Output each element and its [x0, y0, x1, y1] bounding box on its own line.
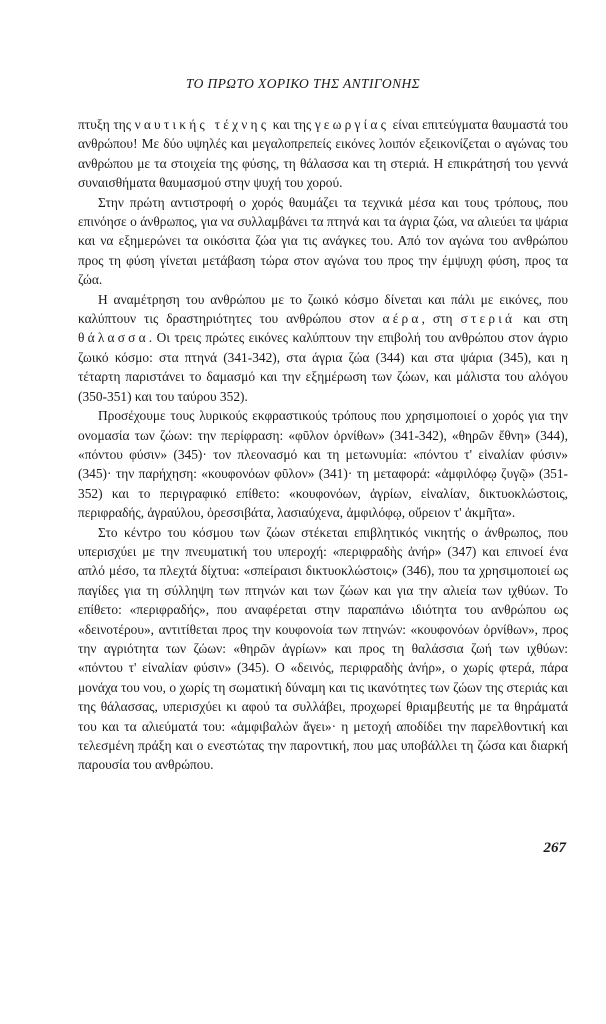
paragraph-4: Προσέχουμε τους λυρικούς εκφραστικούς τρόπους που χρησιμοποιεί ο χορός για την ονομασία των ζώων: την περίφραση: «φῦλον ὀρνίθων» (341-342), «θηρῶν ἔθνη» (344), «πόντου φύσιν» (345)· τον πλεονασμό και τη μετωνυμία: «πόντου τ' εἰναλίαν φύσιν» (345)· την παρήχηση: «κουφονόων φῦλον» (341)· τη μεταφορά: «ἀμφιλόφῳ ζυγῷ» (351-352) και το περιγραφικό επίθετο: «κουφονόων, ἀγρίων, εἰναλίαν, δικτυοκλώστοις, περιφραδής, ἀγραύλου, ὀρεσσιβάτα, λασιαύχενα, ἀμφιλόφῳ, οὔρειον τ' ἀκμῆτα». — [78, 408, 568, 521]
spaced-term: αέρα — [382, 311, 422, 327]
text-run: , στη — [421, 311, 461, 327]
text-run: . Οι τρεις πρώτες εικόνες καλύπτουν την επιβολή του ανθρώπου στον άγριο ζωικό κόσμο: στα πτηνά (341-342), στα άγρια ζώα (344) και στα ψάρια (345), και η τέταρτη παριστάνει το δαμασμό και την εξημέρωση των ζώων, και μάλιστα του αλόγου (350-351) και του ταύρου 352). — [78, 330, 568, 404]
text-run: είναι επιτεύγματα θαυμαστά του ανθρώπου! Με δύο υψηλές και μεγαλοπρεπείς εικόνες λοιπόν εξεικονίζεται ο αγώνας του ανθρώπου με τα στοιχεία της φύσης, τη θάλασσα και τη στεριά. Η επικράτησή του γεννά συναισθήματα θαυμασμού στην ψυχή του χορού. — [78, 117, 568, 191]
paragraph-1 — [78, 115, 568, 193]
spaced-term: γεωργίας — [314, 117, 390, 132]
page-number: 267 — [543, 840, 566, 856]
text-run: και της — [269, 117, 315, 132]
paragraph-3 — [78, 290, 568, 406]
running-head: ΤΟ ΠΡΩΤΟ ΧΟΡΙΚΟ ΤΗΣ ΑΝΤΙΓΟΝΗΣ — [185, 76, 421, 91]
paragraph-5: Στο κέντρο του κόσμου των ζώων στέκεται επιβλητικός νικητής ο άνθρωπος, που υπερισχύει με την πνευματική του υπεροχή: «περιφραδὴς ἀνήρ» (347) και επινοεί ένα απλό μέσο, τα πλεχτά δίχτυα: «σπείραισι δικτυοκλώστοις» (346), που τα χρησιμοποιεί ως παγίδες για τη σύλληψη των πτηνών και των ζώων και για την αλιεία των ιχθύων. Το επίθετο: «περιφραδής», που αναφέρεται στην παραπάνω ιδιότητα του ανθρώπου ως «δεινοτέρου», αντιτίθεται προς την κουφονοία των πτηνών: «κουφονόων ὀρνίθων», προς την αγριότητα των ζώων: «θηρῶν ἀγρίων» και προς τη θαλάσσια ζωή των ιχθύων: «πόντου τ' εἰναλίαν φύσιν» (345). Ο «δεινός, περιφραδὴς ἀνήρ», ο χωρίς φτερά, πάρα μονάχα του νου, ο χωρίς τη σωματική δύναμη και τις ικανότητες των ζώων της στεριάς και της θάλασσας, υπερισχύει κι αφού τα συλλάβει, προχωρεί θριαμβευτής με τα θηράματά του και τα αλιεύματά του: «ἀμφιβαλὼν ἄγει»· η μετοχή αποδίδει την παρελθοντική και τελεσμένη πράξη και ο ενεστώτας την παροντική, που μας υποβάλλει τη ζώσα και διαρκή παρουσία του ανθρώπου. — [78, 524, 568, 773]
spaced-term: στεριά — [460, 311, 516, 327]
spaced-term: θάλασσα — [78, 330, 149, 346]
paragraph-2: Στην πρώτη αντιστροφή ο χορός θαυμάζει τα τεχνικά μέσα και τους τρόπους, που επινόησε ο άνθρωπος, για να συλλαμβάνει τα πτηνά και τα άγρια ζώα, να αλιεύει τα ψάρια και να εξημερώνει τα οικόσιτα ζώα για τις ανάγκες του. Από τον αγώνα του ανθρώπου προς τη φύση γίνεται μετάβαση τώρα στον αγώνα του προς την έμψυχη φύση, προς τα ζώα. — [78, 194, 568, 288]
body-text — [78, 115, 568, 775]
text-run: και στη — [515, 311, 568, 327]
spaced-term: ναυτικής τέχνης — [134, 117, 270, 132]
text-run: πτυξη της — [78, 117, 135, 132]
text-run: Η αναμέτρηση του ανθρώπου με το ζωικό κόσμο δίνεται και πάλι με εικόνες, που καλύπτουν τις δραστηριότητες του ανθρώπου στον — [78, 291, 568, 327]
